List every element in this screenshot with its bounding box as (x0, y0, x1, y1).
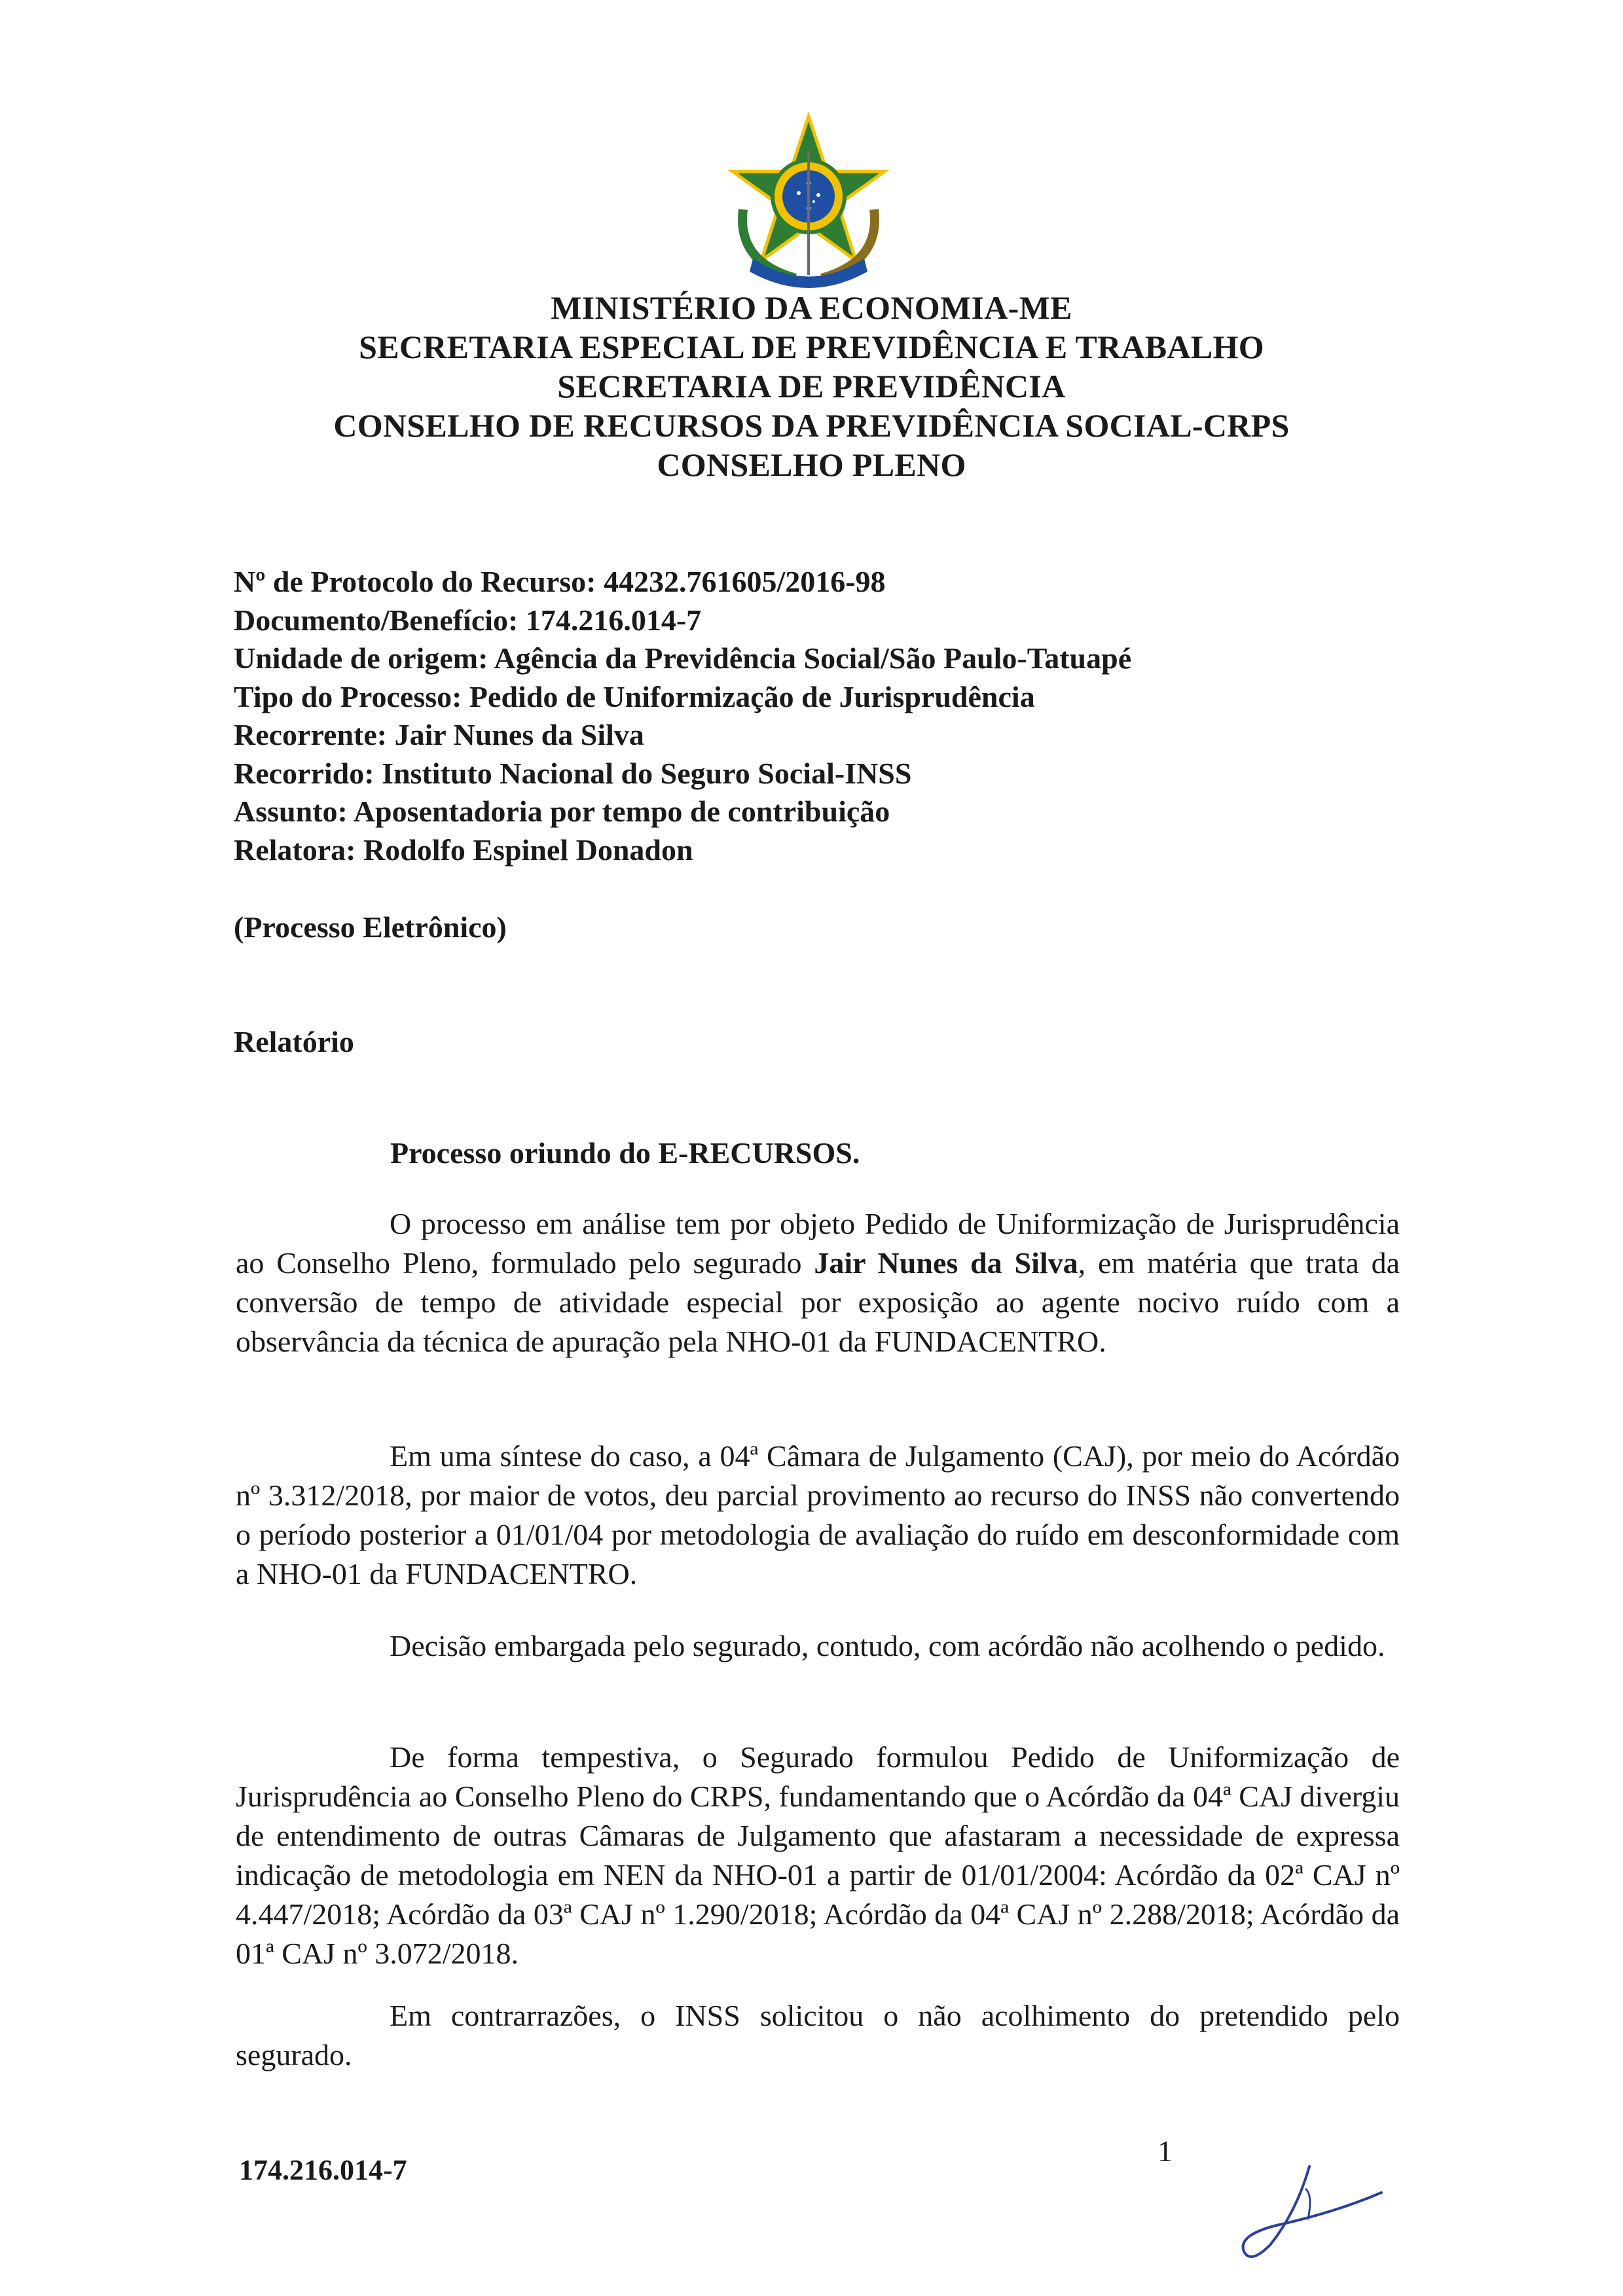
appellee: Recorrido: Instituto Nacional do Seguro Social-INSS (234, 756, 912, 790)
origin-unit: Unidade de origem: Agência da Previdência Social/São Paulo-Tatuapé (234, 641, 1132, 675)
p3-text: Decisão embargada pelo segurado, contudo, com acórdão não acolhendo o pedido. (390, 1629, 1385, 1662)
header-line: CONSELHO PLENO (657, 446, 966, 483)
document-header (0, 288, 1623, 484)
rapporteur: Relatora: Rodolfo Espinel Donadon (234, 833, 693, 867)
paragraph-summary (236, 1437, 1400, 1594)
process-metadata (234, 563, 1131, 869)
p2-text: Em uma síntese do caso, a 04ª Câmara de Julgamento (CAJ), por meio do Acórdão nº 3.312/2018, por maior de votos, deu parcial provimento ao recurso do INSS não convertendo o período posterior a 01/01/04 por metodologia de avaliação do ruído em desconformidade com a NHO-01 da FUNDACENTRO. (236, 1439, 1400, 1590)
document-benefit: Documento/Benefício: 174.216.014-7 (234, 603, 702, 637)
page-number: 1 (1158, 2134, 1173, 2168)
p1-text-before: O processo em análise tem por objeto Pedido de Uniformização de Jurisprudência ao Conselho Pleno, formulado pelo segurado (236, 1207, 1400, 1280)
header-line: CONSELHO DE RECURSOS DA PREVIDÊNCIA SOCIAL-CRPS (333, 407, 1290, 444)
segurado-name: Jair Nunes da Silva (814, 1246, 1078, 1280)
coat-of-arms-emblem (717, 111, 900, 295)
p1-text-after: , em matéria que trata da conversão de tempo de atividade especial por exposição ao agente nocivo ruído com a observância da técnica de apuração pela NHO-01 da FUNDACENTRO. (236, 1246, 1400, 1358)
p4-text: De forma tempestiva, o Segurado formulou Pedido de Uniformização de Jurisprudência ao Conselho Pleno do CRPS, fundamentando que o Acórdão da 04ª CAJ divergiu de entendimento de outras Câmaras de Julgamento que afastaram a necessidade de expressa indicação de metodologia em NEN da NHO-01 a partir de 01/01/2004: Acórdão da 02ª CAJ nº 4.447/2018; Acórdão da 03ª CAJ nº 1.290/2018; Acórdão da 04ª CAJ nº 2.288/2018; Acórdão da 01ª CAJ nº 3.072/2018. (236, 1740, 1400, 1970)
subject: Assunto: Aposentadoria por tempo de contribuição (234, 795, 890, 828)
header-line: SECRETARIA ESPECIAL DE PREVIDÊNCIA E TRABALHO (359, 329, 1264, 365)
paragraph-embargo (236, 1626, 1400, 1666)
header-line: SECRETARIA DE PREVIDÊNCIA (557, 368, 1066, 404)
paragraph-uniformization-request (236, 1738, 1400, 1973)
protocol-number: Nº de Protocolo do Recurso: 44232.761605/2016-98 (234, 565, 886, 598)
appellant: Recorrente: Jair Nunes da Silva (234, 718, 644, 751)
p5-text: Em contrarrazões, o INSS solicitou o não acolhimento do pretendido pelo segurado. (236, 1999, 1400, 2072)
origin-statement: Processo oriundo do E-RECURSOS. (390, 1136, 860, 1170)
section-heading-relatorio: Relatório (234, 1025, 354, 1058)
paragraph-counterarguments (236, 1996, 1400, 2075)
paragraph-object (236, 1204, 1400, 1361)
signature-mark (1231, 2153, 1388, 2265)
header-line: MINISTÉRIO DA ECONOMIA-ME (551, 289, 1072, 326)
electronic-process-label: (Processo Eletrônico) (234, 910, 507, 944)
footer-document-number: 174.216.014-7 (239, 2154, 407, 2186)
process-type: Tipo do Processo: Pedido de Uniformização de Jurisprudência (234, 679, 1035, 713)
